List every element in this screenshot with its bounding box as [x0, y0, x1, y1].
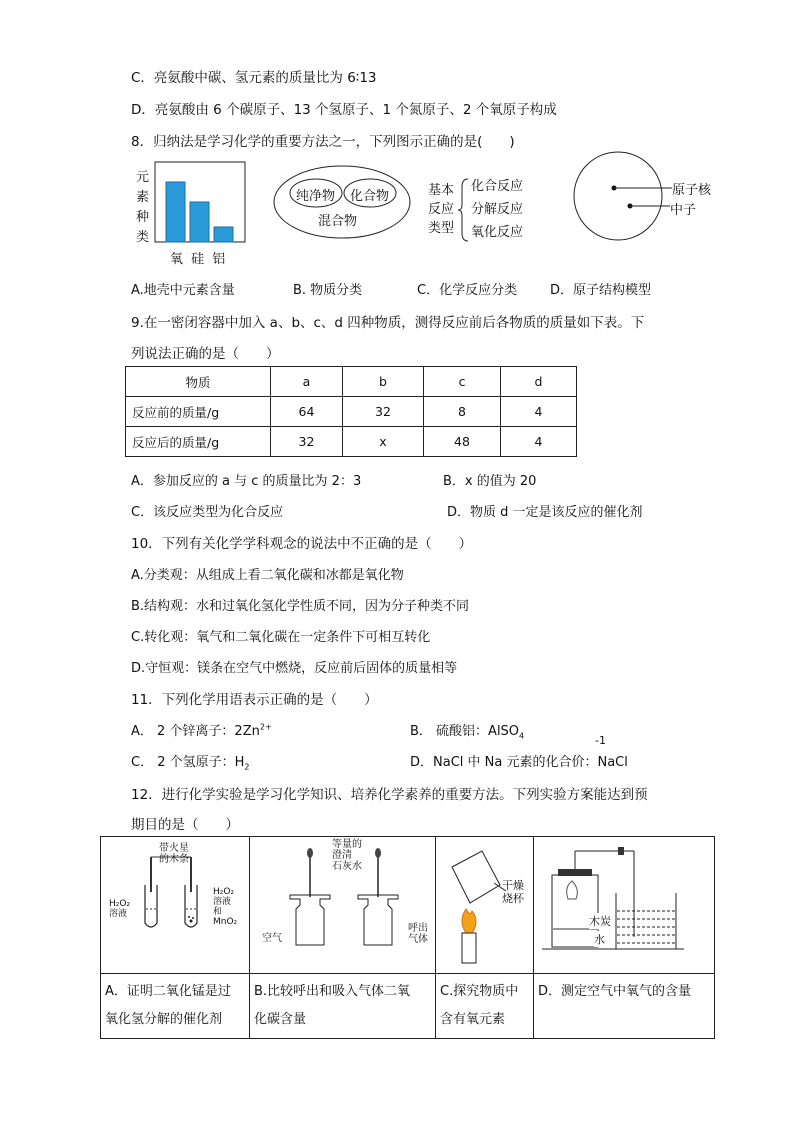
- q8-fig-c-reaction-types: [428, 175, 548, 245]
- table-cell: 32: [343, 397, 424, 427]
- q10-option-d: D.守恒观：镁条在空气中燃烧，反应前后固体的质量相等: [131, 661, 458, 676]
- q12-fig-c-cell: [436, 837, 534, 974]
- table-cell: 8: [424, 397, 501, 427]
- table-row: [126, 397, 577, 427]
- q12-stem-1: 12．进行化学实验是学习化学知识、培养化学素养的重要方法。下列实验方案能达到预: [131, 787, 648, 803]
- q10-option-b: B.结构观：水和过氧化氢化学性质不同，因为分子种类不同: [131, 599, 470, 614]
- q11-option-a: A． 2 个锌离子：$2Zn^{2+}$: [131, 722, 272, 739]
- q8-fig-c-left: 基本 反应 类型: [428, 183, 455, 236]
- q10-option-a: A.分类观：从组成上看二氧化碳和冰都是氧化物: [131, 568, 404, 583]
- q8-fig-c-items: 化合反应 分解反应 氧化反应: [471, 179, 524, 240]
- table-cell: 反应后的质量/g: [126, 427, 271, 457]
- q12-fig-d-apparatus: [534, 837, 710, 973]
- q12-experiment-table: [100, 836, 715, 1039]
- q12-stem-2: 期目的是（ ）: [131, 817, 239, 833]
- table-cell: 反应前的质量/g: [126, 397, 271, 427]
- q8-stem: 8．归纳法是学习化学的重要方法之一，下列图示正确的是( ): [131, 134, 515, 150]
- q11-stem: 11．下列化学用语表示正确的是（ ）: [131, 692, 378, 708]
- q8-fig-a-xlabel: 氧 硅 铝: [170, 252, 228, 267]
- q9-table: [125, 366, 577, 457]
- bar-氧: [166, 182, 185, 242]
- q12-option-a: A．证明二氧化锰是过 氧化氢分解的催化剂: [101, 974, 250, 1039]
- q8-fig-b-left: 纯净物: [296, 189, 336, 204]
- q9-stem-1: 9.在一密闭容器中加入 a、b、c、d 四种物质，测得反应前后各物质的质量如下表。下: [131, 315, 645, 331]
- q12-fig-c-candle: [436, 837, 533, 973]
- q12-option-b: B.比较呼出和吸入气体二氧 化碳含量: [250, 974, 436, 1039]
- q12-fig-d-cell: [534, 837, 715, 974]
- q11-option-b: B． 硫酸铝：AlSO$_4$: [410, 724, 525, 741]
- q8-fig-a-plot: [154, 160, 254, 248]
- q11-option-c: C． 2 个氢原子：$H_2$: [131, 755, 250, 772]
- q9-option-c: C．该反应类型为化合反应: [131, 505, 284, 520]
- table-cell: d: [501, 367, 577, 397]
- table-row: [126, 367, 577, 397]
- q8-fig-a-bar-chart: [132, 160, 252, 270]
- table-row: [126, 427, 577, 457]
- table-cell: 4: [501, 397, 577, 427]
- q12-option-d: D．测定空气中氧气的含量: [534, 974, 715, 1039]
- q12-fig-d-water: 水: [594, 933, 605, 946]
- q10-option-c: C.转化观：氧气和二氧化碳在一定条件下可相互转化: [131, 630, 431, 645]
- q12-fig-a-splint-label: 带火星 的木条: [159, 843, 189, 865]
- table-cell: 4: [501, 427, 577, 457]
- q12-fig-b-cell: [250, 837, 436, 974]
- q8-option-a: A.地壳中元素含量: [131, 283, 235, 298]
- table-row: [101, 974, 715, 1039]
- flame-icon: [462, 909, 476, 933]
- q12-fig-b-water-label: 等量的 澄清 石灰水: [332, 839, 362, 872]
- q8-fig-d-nucleus: 原子核: [672, 183, 712, 198]
- q8-fig-b-classification: [272, 163, 412, 241]
- q12-fig-a-left-label: H₂O₂ 溶液: [109, 899, 131, 919]
- table-row: [101, 837, 715, 974]
- q8-fig-b-shapes: [272, 163, 412, 241]
- candle-icon: [462, 933, 476, 963]
- q12-fig-a-right-label: H₂O₂ 溶液 和 MnO₂: [213, 887, 238, 927]
- q11-option-d: D．NaCl 中 Na 元素的化合价：NaCl: [410, 755, 628, 770]
- bar-铝: [214, 227, 233, 242]
- table-cell: b: [343, 367, 424, 397]
- table-cell: 64: [271, 397, 343, 427]
- table-cell: 物质: [126, 367, 271, 397]
- q8-fig-d-atom-model: [572, 150, 732, 242]
- q9-stem-2: 列说法正确的是（ ）: [131, 346, 280, 362]
- brace-icon: [458, 177, 470, 243]
- q7-option-c: C．亮氨酸中碳、氢元素的质量比为 6∶13: [131, 70, 377, 86]
- bar-硅: [190, 202, 209, 242]
- q8-fig-b-bottom: 混合物: [318, 214, 358, 229]
- q12-option-c: C.探究物质中 含有氧元素: [436, 974, 534, 1039]
- q12-fig-c-label: 干燥 烧杯: [502, 879, 524, 905]
- q12-fig-a-cell: [101, 837, 250, 974]
- q9-option-d: D．物质 d 一定是该反应的催化剂: [447, 505, 643, 520]
- q12-fig-b-right-label: 呼出 气体: [408, 923, 428, 945]
- q8-fig-d-neutron: 中子: [670, 203, 697, 218]
- q9-option-a: A．参加反应的 a 与 c 的质量比为 2：3: [131, 474, 362, 489]
- q7-option-d: D．亮氨酸由 6 个碳原子、13 个氢原子、1 个氮原子、2 个氧原子构成: [131, 102, 557, 118]
- q9-option-b: B．x 的值为 20: [443, 474, 537, 489]
- table-cell: x: [343, 427, 424, 457]
- q8-option-d: D．原子结构模型: [550, 283, 652, 298]
- q8-fig-b-right: 化合物: [350, 189, 390, 204]
- q10-stem: 10．下列有关化学学科观念的说法中不正确的是（ ）: [131, 536, 473, 552]
- q12-fig-b-left-label: 空气: [262, 933, 282, 944]
- q8-option-b: B. 物质分类: [293, 283, 363, 298]
- table-cell: 48: [424, 427, 501, 457]
- table-cell: 32: [271, 427, 343, 457]
- table-cell: c: [424, 367, 501, 397]
- q8-fig-a-ylabel: 元 素 种 类: [136, 170, 150, 245]
- q12-fig-d-charcoal: 木炭: [589, 915, 611, 928]
- q11-option-d-valence: -1: [595, 734, 606, 747]
- table-cell: a: [271, 367, 343, 397]
- q8-option-c: C．化学反应分类: [417, 283, 518, 298]
